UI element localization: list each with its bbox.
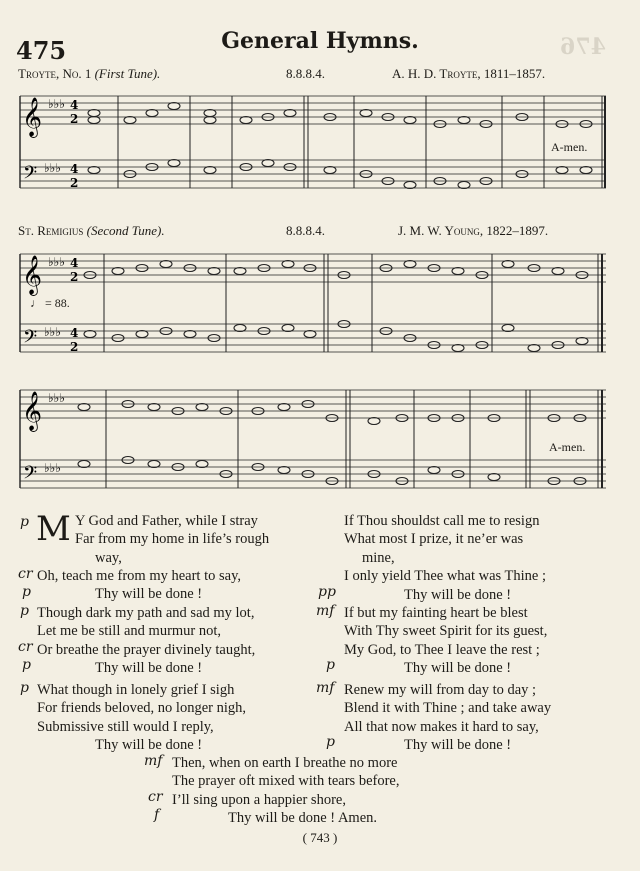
- dynamic-mark: cr: [18, 566, 33, 582]
- verse-line: My God, to Thee I leave the rest ;: [344, 641, 540, 658]
- dynamic-mark: mf: [316, 603, 335, 619]
- svg-text:4: 4: [70, 256, 79, 270]
- tune1-composer: A. H. D. Troyte, 1811–1857.: [392, 66, 546, 81]
- svg-text:2: 2: [70, 340, 79, 354]
- verse-line: Thy will be done ! Amen.: [228, 810, 378, 827]
- dynamic-mark: p: [22, 584, 31, 600]
- bass-clef-icon: 𝄢: [23, 163, 38, 188]
- treble-clef-icon: 𝄞: [22, 391, 43, 431]
- svg-text:♭♭♭: ♭♭♭: [48, 391, 65, 405]
- verse-line: Or breathe the prayer divinely taught,: [37, 641, 256, 658]
- verse-line: Thy will be done !: [404, 660, 512, 677]
- svg-text:♭♭♭: ♭♭♭: [48, 255, 65, 269]
- tune2-info: [18, 223, 165, 239]
- verse-line: Though dark my path and sad my lot,: [37, 605, 255, 621]
- verse-line: Y God and Father, while I stray: [75, 513, 258, 529]
- dynamic-mark: mf: [316, 680, 335, 696]
- verse-line: If but my fainting heart be blest: [344, 605, 528, 621]
- svg-text:2: 2: [70, 112, 79, 126]
- dynamic-mark: pp: [318, 584, 336, 600]
- tune1-info: [18, 66, 160, 82]
- music-system-1: [14, 86, 608, 202]
- verse-line: Thy will be done !: [95, 586, 203, 602]
- verse-4: [344, 512, 546, 604]
- dynamic-mark: p: [326, 734, 335, 750]
- tune1-meter: 8.8.8.4.: [286, 66, 325, 81]
- bleed-through-number: 476: [560, 34, 606, 60]
- dynamic-mark: p: [20, 680, 29, 696]
- verse-line: All that now makes it hard to say,: [344, 718, 539, 735]
- verse-line: Submissive still would I reply,: [37, 718, 214, 735]
- verse-line: Let me be still and murmur not,: [37, 623, 222, 640]
- verse-line: Thy will be done !: [95, 737, 203, 754]
- tune1-note: (First Tune).: [94, 66, 161, 81]
- svg-text:♭♭♭: ♭♭♭: [44, 325, 61, 339]
- verse-line: For friends beloved, no longer nigh,: [37, 700, 247, 717]
- verse-line: Then, when on earth I breathe no more: [172, 755, 398, 771]
- verse-line: Oh, teach me from my heart to say,: [37, 568, 242, 584]
- dynamic-mark: cr: [148, 789, 163, 805]
- tune2-name: St. Remigius: [18, 223, 84, 238]
- svg-text:2: 2: [70, 176, 79, 190]
- verse-line: I only yield Thee what was Thine ;: [344, 568, 547, 585]
- verse-line: What most I prize, it ne’er was: [344, 531, 524, 548]
- drop-cap: M: [36, 509, 71, 549]
- verse-line: The prayer oft mixed with tears before,: [172, 773, 400, 790]
- key-signature-bass-icon: ♭♭♭: [44, 161, 61, 175]
- verse-line: With Thy sweet Spirit for its guest,: [344, 623, 548, 640]
- bass-clef-icon: 𝄢: [23, 463, 38, 488]
- svg-text:♭♭♭: ♭♭♭: [44, 461, 61, 475]
- svg-text:4: 4: [70, 98, 79, 112]
- verse-6: [344, 681, 551, 755]
- tune2-composer: J. M. W. Young, 1822–1897.: [398, 223, 549, 238]
- verse-line: way,: [95, 550, 122, 566]
- verse-3: [37, 681, 246, 755]
- dynamic-mark: p: [20, 514, 29, 530]
- treble-clef-icon: 𝄞: [22, 255, 43, 295]
- svg-text:4: 4: [70, 162, 79, 176]
- verse-line: mine,: [362, 549, 395, 566]
- dynamic-mark: cr: [18, 639, 33, 655]
- bass-staff-1: [20, 160, 606, 188]
- section-title: General Hymns.: [221, 28, 419, 54]
- tune2-amen: A-men.: [549, 440, 586, 454]
- tempo-marking: ♩ = 88.: [30, 296, 70, 310]
- verse-line: Thy will be done !: [95, 660, 203, 677]
- verse-2: [37, 604, 255, 678]
- verse-line: What though in lonely grief I sigh: [37, 682, 235, 698]
- svg-text:4: 4: [70, 326, 79, 340]
- music-system-2: [14, 244, 608, 360]
- verse-line: Thy will be done !: [404, 586, 512, 603]
- verse-line: I’ll sing upon a happier shore,: [172, 791, 346, 808]
- verse-line: If Thou shouldst call me to resign: [344, 513, 540, 529]
- page-number: ( 743 ): [302, 830, 338, 845]
- note-heads-1: [88, 103, 592, 189]
- dynamic-mark: p: [22, 657, 31, 673]
- verse-1: [75, 512, 269, 549]
- key-signature-icon: ♭♭♭: [48, 97, 65, 111]
- verse-line: Renew my will from day to day ;: [344, 682, 537, 698]
- verse-line: Far from my home in life’s rough: [75, 531, 270, 548]
- dynamic-mark: p: [326, 657, 335, 673]
- tune2-meter: 8.8.8.4.: [286, 223, 325, 238]
- treble-clef-icon: 𝄞: [22, 97, 43, 137]
- hymn-number: 475: [16, 36, 67, 65]
- tune1-amen: A-men.: [551, 140, 588, 154]
- tune1-name: Troyte, No. 1: [18, 66, 92, 81]
- tune2-note: (Second Tune).: [86, 223, 165, 238]
- dynamic-mark: p: [20, 603, 29, 619]
- verse-7: [172, 754, 399, 828]
- dynamic-mark: f: [154, 807, 160, 823]
- verse-line: Thy will be done !: [404, 737, 512, 754]
- dynamic-mark: mf: [144, 753, 163, 769]
- verse-5: [344, 604, 547, 678]
- bass-clef-icon: 𝄢: [23, 327, 38, 352]
- svg-text:2: 2: [70, 270, 79, 284]
- music-system-3: [14, 380, 608, 496]
- verse-line: Blend it with Thine ; and take away: [344, 700, 552, 717]
